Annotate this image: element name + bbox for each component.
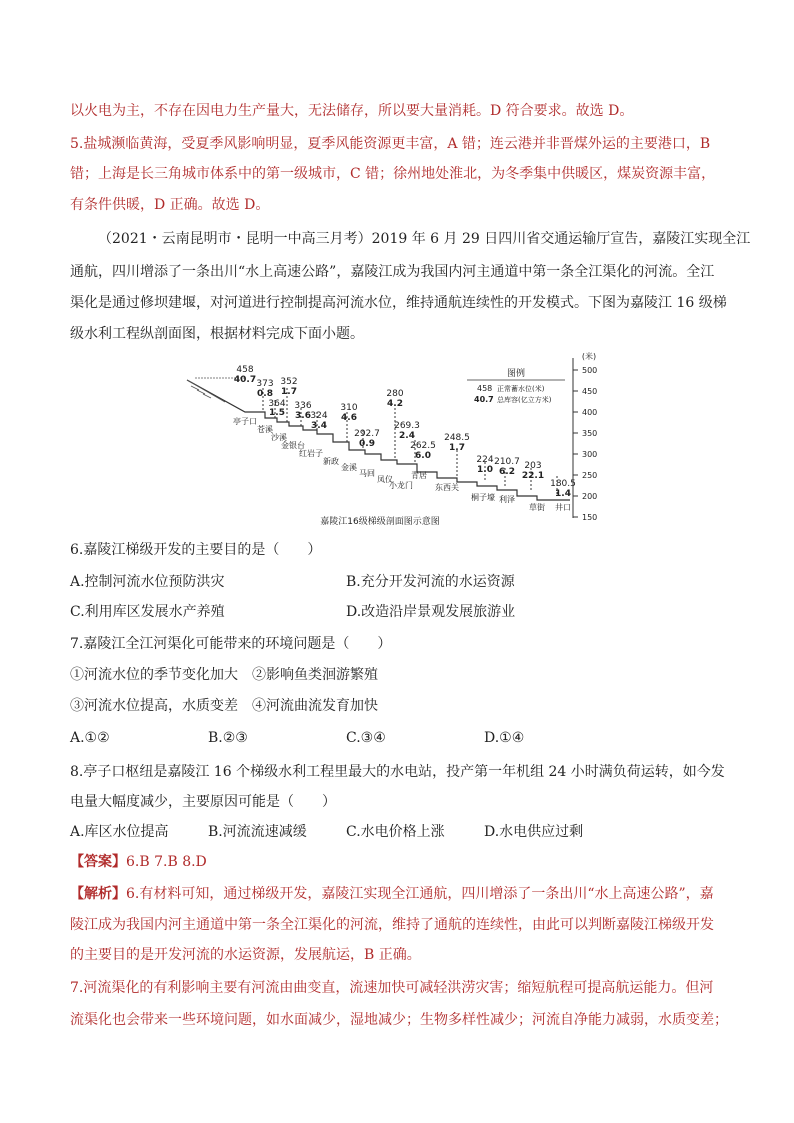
slope-hatch xyxy=(187,380,225,402)
station-name: 沙溪 xyxy=(271,433,287,442)
material-line-3: 渠化是通过修坝建堰，对河道进行控制提高河流水位，维持通航连续性的开发模式。下图为嘉陵江 16 级梯 xyxy=(70,295,727,311)
station-level: 292.7 xyxy=(354,429,380,439)
analysis-line-4: 7.河流渠化的有利影响主要有河流由曲变直，流速加快可减轻洪涝灾害；缩短航程可提高航运能力。但河 xyxy=(70,980,714,996)
station-capacity: 40.7 xyxy=(233,375,257,385)
station-level: 458 xyxy=(236,365,254,375)
q7-option-c: C.③④ xyxy=(346,730,386,746)
answer-text: 6.B 7.B 8.D xyxy=(126,854,207,870)
analysis-line-3: 的主要目的是开发河流的水运资源，发展航运，B 正确。 xyxy=(70,947,421,963)
q6-option-b: B.充分开发河流的水运资源 xyxy=(346,574,515,590)
q6-option-d: D.改造沿岸景观发展旅游业 xyxy=(346,604,516,620)
analysis-text-1: 6.有材料可知，通过梯级开发，嘉陵江实现全江通航，四川增添了一条出川“水上高速公路”，嘉 xyxy=(126,886,714,902)
q8-option-c: C.水电价格上涨 xyxy=(346,824,445,840)
station-capacity: 0.9 xyxy=(359,439,375,449)
station-name: 桐子壕 xyxy=(471,493,495,502)
station-capacity: 1.5 xyxy=(269,408,285,418)
station-level: 180.5 xyxy=(550,479,576,489)
axis-tick-label: 150 xyxy=(582,513,598,522)
q8-option-a: A.库区水位提高 xyxy=(70,824,169,840)
axis-tick-label: 200 xyxy=(582,492,598,501)
station-capacity: 4.2 xyxy=(387,399,403,409)
elevation-axis xyxy=(573,351,597,522)
q6-stem: 6.嘉陵江梯级开发的主要目的是（ ） xyxy=(70,542,322,558)
station-name: 金银台 xyxy=(281,441,305,450)
station-level: 324 xyxy=(310,411,328,421)
station-name: 亭子口 xyxy=(233,417,257,426)
station-level: 310 xyxy=(340,403,358,413)
station-level: 248.5 xyxy=(444,433,470,443)
station-name: 金溪 xyxy=(341,463,357,472)
station-capacity: 6.2 xyxy=(499,467,515,477)
station-capacity: 6.0 xyxy=(415,451,431,461)
analysis-line-5: 流渠化也会带来一些环境问题，如水面减少，湿地减少；生物多样性减少；河流自净能力减弱，水质变差； xyxy=(70,1012,728,1028)
station-name: 苍溪 xyxy=(257,425,273,434)
q7-statements-1: ①河流水位的季节变化加大 ②影响鱼类洄游繁殖 xyxy=(70,667,378,683)
station-level: 269.3 xyxy=(394,421,420,431)
axis-tick-label: 350 xyxy=(582,429,598,438)
analysis-line-1 xyxy=(70,884,730,904)
station-level: 262.5 xyxy=(410,441,436,451)
q8-stem-line-1: 8.亭子口枢纽是嘉陵江 16 个梯级水利工程里最大的水电站，投产第一年机组 24 小时满负荷运转，如今发 xyxy=(70,764,725,780)
station-level: 352 xyxy=(280,377,298,387)
analysis-line-2: 陵江成为我国内河主通道中第一条全江渠化的河流，维持了通航的连续性，由此可以判断嘉陵江梯级开发 xyxy=(70,917,714,933)
station-capacity: 1.7 xyxy=(281,387,297,397)
station-capacity: 0.8 xyxy=(257,389,273,399)
legend-num-1: 458 xyxy=(477,384,493,393)
legend-line-1: 正常蓄水位(米) xyxy=(497,385,545,393)
prev-answer-line-4: 有条件供暖，D 正确。故选 D。 xyxy=(70,197,270,213)
station-capacity: 3.6 xyxy=(295,411,311,421)
q6-option-a: A.控制河流水位预防洪灾 xyxy=(70,574,225,590)
material-line-4: 级水利工程纵剖面图，根据材料完成下面小题。 xyxy=(70,326,364,342)
q7-statements-2: ③河流水位提高，水质变差 ④河流曲流发育加快 xyxy=(70,698,378,714)
station-name: 新政 xyxy=(323,457,339,466)
axis-tick-label: 300 xyxy=(582,450,598,459)
q7-stem: 7.嘉陵江全江河渠化可能带来的环境问题是（ ） xyxy=(70,636,392,652)
axis-tick-label: 500 xyxy=(582,366,598,375)
station-level: 373 xyxy=(256,379,274,389)
q8-option-d: D.水电供应过剩 xyxy=(484,824,584,840)
station-capacity: 22.1 xyxy=(521,471,545,481)
material-line-2: 通航，四川增添了一条出川“水上高速公路”，嘉陵江成为我国内河主通道中第一条全江渠化的河流。全江 xyxy=(70,264,715,280)
q7-option-b: B.②③ xyxy=(208,730,248,746)
station-name: 东西关 xyxy=(435,483,459,492)
prev-answer-line-3: 错；上海是长三角城市体系中的第一级城市，C 错；徐州地处淮北，为冬季集中供暖区，煤炭资源丰富， xyxy=(70,166,716,182)
legend-num-2: 40.7 xyxy=(474,395,494,404)
station-name: 井口 xyxy=(555,503,571,512)
station-capacity: 1.0 xyxy=(477,465,493,475)
axis-tick-label: 250 xyxy=(582,471,598,480)
figure-caption: 嘉陵江16级梯级剖面图示意图 xyxy=(320,517,440,527)
q8-stem-line-2: 电量大幅度减少，主要原因可能是（ ） xyxy=(70,794,336,810)
prev-answer-line-1: 以火电为主，不存在因电力生产量大，无法储存，所以要大量消耗。D 符合要求。故选 D。 xyxy=(70,103,634,119)
station-name: 凤仪 xyxy=(377,475,393,484)
q7-option-d: D.①④ xyxy=(484,730,525,746)
station-name: 马回 xyxy=(359,469,375,478)
station-capacity: 2.4 xyxy=(399,431,415,441)
q7-option-a: A.①② xyxy=(70,730,110,746)
q6-option-c: C.利用库区发展水产养殖 xyxy=(70,604,225,620)
prev-answer-line-2: 5.盐城濒临黄海，受夏季风影响明显，夏季风能资源更丰富，A 错；连云港并非晋煤外运的主要港口，B xyxy=(70,136,711,152)
legend-line-2: 总库容(亿立方米) xyxy=(497,396,552,404)
station-name: 红岩子 xyxy=(299,449,323,458)
legend-title: 图例 xyxy=(506,369,526,379)
station-capacity: 1.7 xyxy=(449,443,465,453)
axis-unit: (米) xyxy=(581,352,597,361)
station-name: 利泽 xyxy=(499,495,515,504)
station-name: 青居 xyxy=(411,471,427,480)
q8-option-b: B.河流流速减缓 xyxy=(208,824,307,840)
answer-label: 【答案】 xyxy=(70,854,126,870)
station-level: 336 xyxy=(294,401,312,411)
station-capacity: 4.6 xyxy=(341,413,357,423)
station-capacity: 1.4 xyxy=(555,489,571,499)
station-level: 280 xyxy=(386,389,404,399)
legend xyxy=(467,367,565,404)
jialing-river-profile-figure xyxy=(185,350,605,530)
material-line-1: （2021・云南昆明市・昆明一中高三月考）2019 年 6 月 29 日四川省交通运输厅宣告，嘉陵江实现全江 xyxy=(98,231,751,247)
answer-line xyxy=(70,852,730,872)
station-level: 210.7 xyxy=(494,457,520,467)
station-level: 203 xyxy=(524,461,542,471)
axis-tick-label: 450 xyxy=(582,387,598,396)
station-capacity: 3.4 xyxy=(311,421,327,431)
station-level: 224 xyxy=(476,455,494,465)
station-name: 小龙门 xyxy=(389,481,413,490)
station-name: 草街 xyxy=(529,503,545,512)
station-level: 364 xyxy=(268,399,286,409)
axis-tick-label: 400 xyxy=(582,408,598,417)
analysis-label: 【解析】 xyxy=(70,886,126,902)
